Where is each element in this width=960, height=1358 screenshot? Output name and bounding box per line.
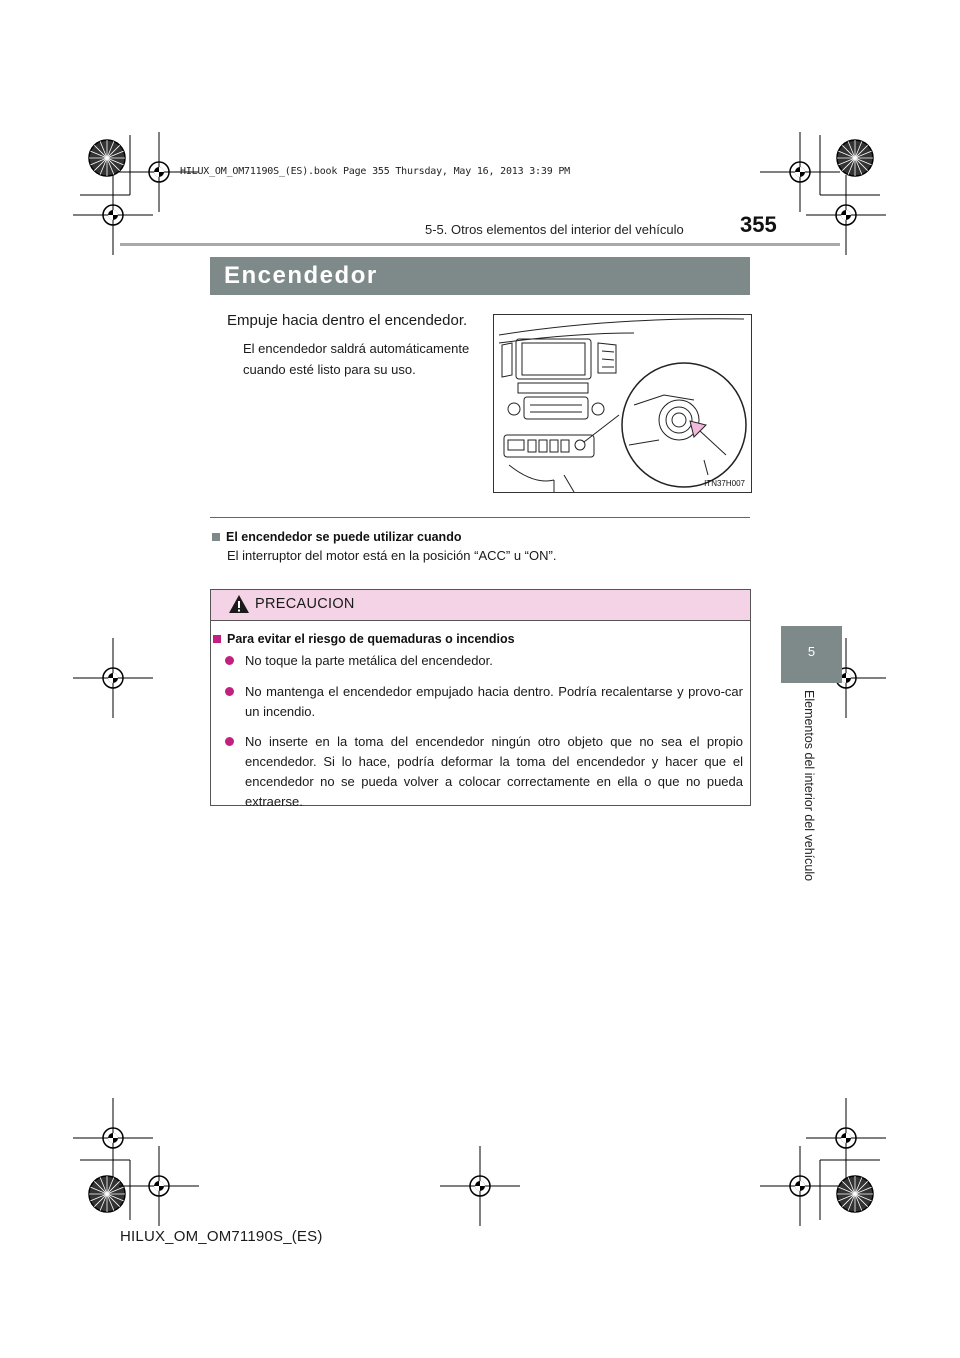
caution-title: PRECAUCION [255,596,355,612]
page-number: 355 [740,212,777,237]
print-info-line: HILUX_OM_OM71190S_(ES).book Page 355 Thursday, May 16, 2013 3:39 PM [180,166,570,177]
caution-box [210,589,751,809]
figure-code: ITN37H007 [704,479,745,488]
intro-detail: El encendedor saldrá automáticamente cuando esté listo para su uso. [243,341,470,377]
caution-subheading [213,632,515,646]
section-title: 5-5. Otros elementos del interior del vehículo [425,222,684,237]
bullet-dot-icon [225,656,234,665]
section-divider [210,517,750,518]
page-title: Encendedor [224,262,378,289]
header-rule [120,243,840,246]
note-heading-text: El encendedor se puede utilizar cuando [226,530,462,544]
chapter-tab [781,626,842,683]
lighter-illustration [493,314,752,493]
square-bullet-icon [212,533,220,541]
note-body: El interruptor del motor está en la posición “ACC” u “ON”. [227,548,557,563]
warning-triangle-icon [228,593,250,615]
title-banner [210,257,750,295]
caution-item [225,732,743,812]
caution-item [225,682,743,722]
caution-header [211,590,750,621]
caution-subheading-text: Para evitar el riesgo de quemaduras o incendios [227,632,515,646]
caution-item-text: No inserte en la toma del encendedor ningún otro objeto que no sea el propio encendedor. Si lo hace, podría deformar la toma del encendedor y hacer que el encendedor no se pueda volver a colocar correctamente en ella o que no pueda extraerse. [245,734,743,809]
footer-doc-code: HILUX_OM_OM71190S_(ES) [120,1228,323,1245]
square-bullet-icon [213,635,221,643]
dashboard-drawing [494,315,751,492]
caution-item-text: No toque la parte metálica del encendedor. [245,653,493,668]
bullet-dot-icon [225,737,234,746]
bullet-dot-icon [225,687,234,696]
caution-item [225,651,743,671]
intro-instruction: Empuje hacia dentro el encendedor. [227,312,468,329]
caution-item-text: No mantenga el encendedor empujado hacia dentro. Podría recalentarse y provo-car un incendio. [245,684,743,719]
note-heading [212,530,461,544]
chapter-label: Elementos del interior del vehículo [802,690,816,882]
chapter-number: 5 [807,644,816,659]
